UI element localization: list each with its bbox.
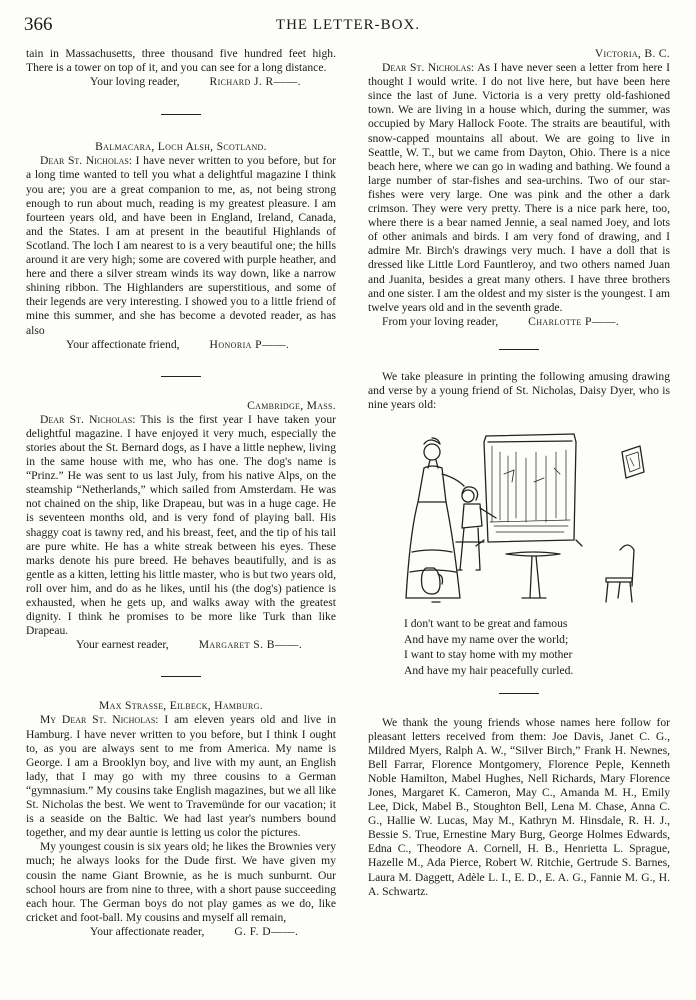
letter-salutation: Dear St. Nicholas: — [40, 412, 136, 426]
letter-dateline: Cambridge, Mass. — [247, 398, 336, 412]
section-divider — [161, 676, 201, 677]
letter-closing: Your affectionate reader, — [90, 924, 205, 938]
thanks-paragraph: We thank the young friends whose names here follow for pleasant letters received from them: Joe Davis, Janet C. G., Mildred Myers, Ralph A. W., “Silver Birch,” Frank H. Newnes, Bell Farrar, Florence Montgomery, Florence Peple, Kenneth Noble Hamilton, Mabel Hughes, Nell Richards, Mary Florence Jones, Margaret K. Cameron, May C., Amanda M. H., Emily Lee, Dick, Mabel B., Stoughton Bell, Lena M. Chase, Anna C. G., Hallie W. Lucas, May M., Kathryn M. Hinsdale, R. H. J., Bessie S. True, Ernestine Mary Burg, George Holmes Edwards, Edna C., Theodore A. Cornell, H. B., Henrietta L. Sprague, Hazelle M., Ada Pierce, Robert W. Ritchie, Gertrude S. Barnes, Laura M. Daggett, Adèle L. I., E. D., E. A. G., Fannie M. G., H. A. Schwartz. — [368, 715, 670, 898]
letter-body: tain in Massachusetts, three thousand five hundred feet high. There is a tower on top of it, and you can see for a long distance. — [26, 47, 336, 75]
right-column — [368, 47, 670, 899]
letter-signature: G. F. D——. — [234, 924, 299, 938]
letter-honoria — [26, 140, 336, 351]
letter-signoff — [368, 315, 670, 329]
letter-charlotte — [368, 47, 670, 329]
letter-signoff — [26, 638, 336, 652]
letter-salutation: Dear St. Nicholas: — [40, 154, 133, 168]
letter-body: This is the first year I have taken your delightful magazine. I have enjoyed it very much, especially the stories about the St. Bernard dogs, as I have a little nephew, living in the same house with me, who has one. The dog's name is “Prinz.” He was sent to us last July, from his native Alps, on the steamship “Netherlands,” which sailed from Amsterdam. He was not chained on the ship, like Drapeau, but was in a huge cage. He is seventeen months old, and is very fond of playing ball. His shaggy coat is tawny red, and his breast, feet, and the tip of his tail are pure white. He has a white streak between his eyes. These marks denote his pure breed. He behaves beautifully, and is as gentle as a kitten, letting his little master, who is but two years old, roll over him, and do as he likes, until his (the dog's) patience is exhausted, when he gets up, and walks away with the greatest dignity. I think he promises to be more like Turk than like Drapeau. — [26, 412, 336, 638]
poem — [404, 616, 670, 678]
poem-line: And have my name over the world; — [404, 632, 569, 646]
poem-line: And have my hair peacefully curled. — [404, 663, 574, 677]
left-column — [26, 47, 336, 939]
letter-text — [368, 61, 670, 315]
poem-line: I don't want to be great and famous — [404, 617, 568, 631]
letter-salutation: Dear St. Nicholas: — [382, 61, 475, 75]
letter-dateline: Balmacara, Loch Alsh, Scotland. — [95, 140, 267, 154]
letter-body-continued: My youngest cousin is six years old; he likes the Brownies very much; he always looks for the Dude first. We have given my cousin the name Giant Brownie, as he is much sunburnt. Our school hours are from nine to three, with a short pause succeeding each hour. The German boys do not play games as we do, like cricket and foot-ball. My cousins and myself all remain, — [26, 840, 336, 924]
letter-dateline: Max Strasse, Eilbeck, Hamburg. — [99, 699, 263, 713]
letter-richard — [26, 47, 336, 89]
page-header — [24, 14, 672, 40]
child-drawing-illustration — [384, 422, 654, 610]
letter-signature: Charlotte P——. — [528, 314, 620, 328]
letter-salutation: My Dear St. Nicholas: — [40, 713, 159, 727]
letter-signature: Richard J. R——. — [209, 75, 301, 89]
letter-closing: Your affectionate friend, — [66, 337, 180, 351]
letter-signoff — [26, 925, 336, 939]
poem-line: I want to stay home with my mother — [404, 648, 573, 662]
letter-body: I have never written to you before, but for a long time wanted to tell you what a delightful magazine I think you are; you are a great companion to me, as, not being strong enough to run about much, reading is my greatest pleasure. I am fourteen years old, and have been in England, Ireland, Canada, and the States. I am at present in the beautiful Highlands of Scotland. The loch I am nearest to is a very beautiful one; the hills around it are very high; some are covered with purple heather, and here and there a silver stream winds its way down, like a narrow shining ribbon. The Highlanders are superstitious, and some of their legends are very interesting. I showed you to a little friend of mine this summer, and she has become a devoted reader, as has also — [26, 154, 336, 337]
letter-george — [26, 699, 336, 939]
letter-signature: Margaret S. B——. — [198, 638, 303, 652]
letter-signoff — [26, 75, 336, 89]
letter-body: I am eleven years old and live in Hamburg. I have never written to you before, but I think I ought to, as you are always sent to me from America. My name is George. I am a Brooklyn boy, and live with my aunt, an English lady, that I may go with my three cousins to a German “gymnasium.” My cousins take English magazines, but we all like St. Nicholas the best. We went to Travemünde for our vacation; it is a seaside on the Baltic. We had last year's numbers bound together, and my dear auntie is letting us color the pictures. — [26, 713, 336, 840]
letter-signoff — [26, 338, 336, 352]
letter-dateline: Victoria, B. C. — [594, 47, 670, 60]
drawing-introduction: We take pleasure in printing the following amusing drawing and verse by a young friend of St. Nicholas, Daisy Dyer, who is nine years old: — [368, 369, 670, 412]
letter-signature: Honoria P——. — [209, 337, 290, 351]
letter-closing: Your earnest reader, — [76, 638, 169, 652]
letter-closing: Your loving reader, — [90, 75, 180, 89]
letter-margaret — [26, 399, 336, 653]
letter-body: As I have never seen a letter from here I thought I would write. I do not live here, but have been here since the last of June. Victoria is a very pretty old-fashioned town. We are living in a house which, during the summer, was occupied by Mary Hallock Foote. The straits are beautiful, with snow-capped mountains all about. We are going to live in Seattle, W. T., but we came from Dayton, Ohio. There is a nice beach here, where we can go in wading and bathing. We found a large number of star-fishes and sea-urchins. Two of our star-fishes were very large. One was pink and the other a dark crimson. They were very pretty. There is a nice park here, too, where there is a bear named Jennie, a seal named Joey, and lots of other animals and birds. I am very fond of drawing, and I admire Mr. Birch's drawings very much. I have a doll that is dressed like Little Lord Fauntleroy, and two others named Juan and Juanita, besides a great many others. I have three brothers and one sister. I am the oldest and my sister is the youngest. I am twelve years old and in the seventh grade. — [368, 61, 670, 314]
section-divider — [499, 693, 539, 694]
letter-text — [26, 713, 336, 840]
page-number: 366 — [24, 14, 53, 35]
section-divider — [499, 349, 539, 350]
section-divider — [161, 376, 201, 377]
running-title: THE LETTER-BOX. — [275, 17, 421, 33]
section-divider — [161, 114, 201, 115]
letter-closing: From your loving reader, — [382, 314, 499, 328]
letter-text — [26, 154, 336, 337]
letter-text — [26, 413, 336, 639]
